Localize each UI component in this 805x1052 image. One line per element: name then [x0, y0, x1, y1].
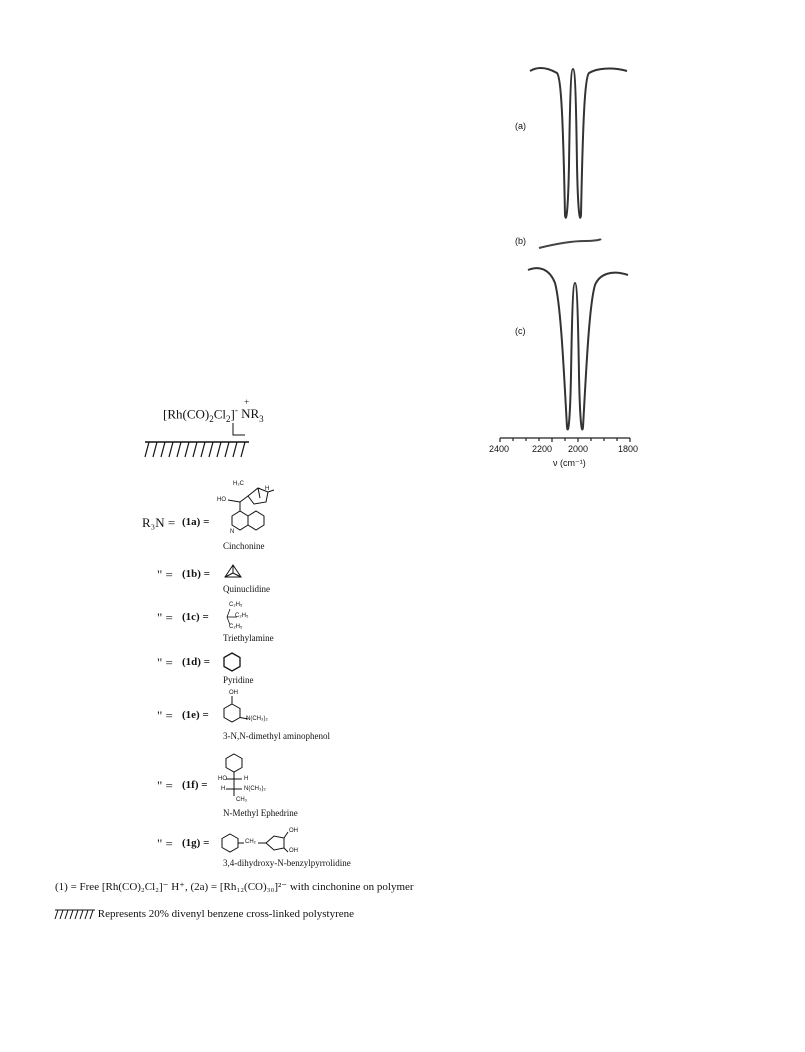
ir-spectra-figure — [489, 55, 645, 475]
spectrum-label-c: (c) — [515, 326, 526, 336]
spectrum-label-a: (a) — [515, 121, 526, 131]
ligand-name-1f: N-Methyl Ephedrine — [223, 808, 298, 818]
ligand-name-1b: Quinuclidine — [223, 584, 270, 594]
ditto-1g: " = — [157, 836, 173, 851]
hatch-legend — [55, 908, 95, 920]
pyridine-structure — [222, 652, 242, 672]
r3n-label: R₃N = — [142, 515, 176, 530]
cinchonine-h: H — [265, 486, 270, 492]
ephedrine-h-top: H — [244, 776, 249, 782]
cinchonine-n: N — [230, 529, 235, 535]
ligand-name-1c: Triethylamine — [223, 633, 274, 643]
ephedrine-nch3: N(CH₃)₂ — [244, 786, 266, 792]
footnote-line-2 — [55, 908, 354, 920]
footnote-line-2-text: Represents 20% divenyl benzene cross-linked polystyrene — [97, 908, 355, 920]
aminophenol-nch3: N(CH₃)₂ — [246, 716, 268, 722]
spectrum-b-trace — [539, 239, 601, 248]
quinuclidine-structure — [223, 563, 243, 581]
footnote-line-1: (1) = Free [Rh(CO)₂Cl₂]⁻ H⁺, (2a) = [Rh₁₂(CO)₃₀]²⁻ with cinchonine on polymer — [55, 881, 414, 893]
ditto-1b: " = — [157, 567, 173, 582]
ditto-1e: " = — [157, 708, 173, 723]
benzylpyrrolidine-ch2: CH₂ — [245, 839, 256, 845]
x-tick-label-2400: 2400 — [489, 444, 510, 454]
triethylamine-c2h5-top: C₂H₅ — [229, 602, 243, 608]
ligand-name-1a: Cinchonine — [223, 541, 265, 551]
ligand-id-1a: (1a) = — [182, 516, 210, 528]
polymer-support — [145, 395, 305, 465]
ditto-1f: " = — [157, 778, 173, 793]
ligand-id-1g: (1g) = — [182, 837, 210, 849]
triethylamine-c2h5-mid: C₂H₅ — [235, 613, 249, 619]
triethylamine-c2h5-bot: C₂H₅ — [229, 624, 243, 630]
benzylpyrrolidine-oh-bottom: OH — [289, 848, 298, 854]
complex-formula: $[Rh(CO)_2Cl_2]^-$ + $NR_3$ — [163, 397, 264, 424]
ligand-id-1e: (1e) = — [182, 709, 209, 721]
x-tick-label-2000: 2000 — [568, 444, 589, 454]
ligand-name-1d: Pyridine — [223, 675, 254, 685]
complex-structure — [145, 395, 305, 465]
ligand-id-1f: (1f) = — [182, 779, 208, 791]
ligand-id-1d: (1d) = — [182, 656, 210, 668]
spectrum-c-trace — [528, 268, 628, 429]
spectrum-a-trace — [530, 68, 627, 218]
nitrogen-plus-charge: + — [244, 397, 250, 408]
ligand-name-1g: 3,4-dihydroxy-N-benzylpyrrolidine — [223, 858, 351, 868]
ligand-id-1c: (1c) = — [182, 611, 209, 623]
spectrum-label-b: (b) — [515, 236, 526, 246]
spectra-svg — [495, 55, 645, 475]
ligand-id-1b: (1b) = — [182, 568, 210, 580]
benzylpyrrolidine-oh-top: OH — [289, 828, 298, 834]
ephedrine-ho: HO — [218, 776, 227, 782]
ephedrine-h-bottom: H — [221, 786, 226, 792]
x-tick-label-1800: 1800 — [618, 444, 639, 454]
cinchonine-h2c: H₂C — [233, 481, 244, 487]
ephedrine-ch3: CH₃ — [236, 797, 248, 803]
benzylpyrrolidine-structure — [220, 824, 300, 858]
cinchonine-ho: HO — [217, 497, 226, 503]
aminophenol-oh: OH — [229, 690, 238, 696]
ditto-1d: " = — [157, 655, 173, 670]
ditto-1c: " = — [157, 610, 173, 625]
x-axis-label: ν (cm⁻¹) — [553, 458, 586, 468]
ligand-name-1e: 3-N,N-dimethyl aminophenol — [223, 731, 330, 741]
x-tick-label-2200: 2200 — [532, 444, 553, 454]
